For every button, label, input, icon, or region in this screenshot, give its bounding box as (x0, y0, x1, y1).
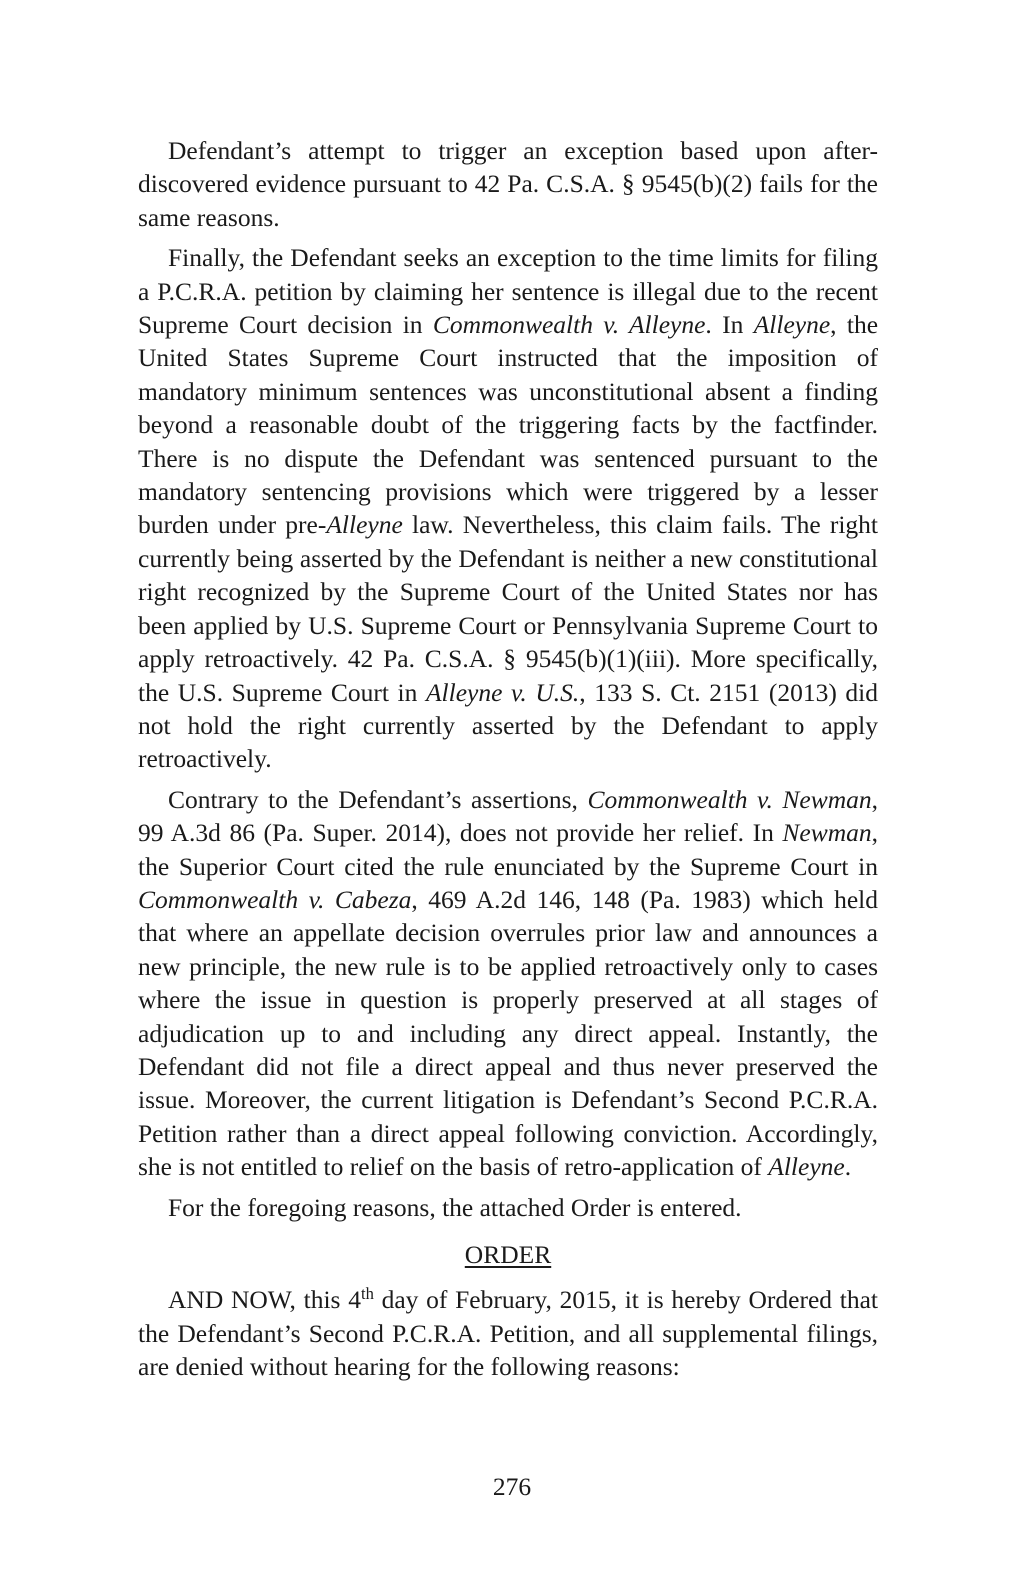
case-citation: Commonwealth v. Alleyne (432, 310, 706, 340)
paragraph-text: law. Nevertheless, this claim fails. The right currently being asserted by the Defendant is neither a new constitutional right recognized by the Supreme Court of the United States nor has been applied by U.S. Supreme Court or Pennsylvania Supreme Court to apply retroactively. 42 Pa. C.S.A. § 9545(b)(1)(iii). More specifically, the U.S. Supreme Court in (138, 510, 879, 707)
paragraph-text: , 99 A.3d 86 (Pa. Super. 2014), does not provide her relief. In (138, 784, 879, 848)
paragraph-order (138, 1283, 878, 1383)
paragraph-text: , the United States Supreme Court instructed that the imposition of mandatory minimum sentences was unconstitutional absent a finding beyond a reasonable doubt of the triggering facts by the factfinder. There is no dispute the Defendant was sentenced pursuant to the mandatory sentencing provisions which were triggered by a lesser burden under pre- (138, 310, 879, 540)
paragraph-text: Finally, the Defendant seeks an exception to the time limits for filing a P.C.R.A. petition by claiming her sentence is illegal due to the recent Supreme Court decision in (138, 243, 878, 340)
paragraph-after-discovered-evidence (138, 134, 878, 234)
paragraph-text: AND NOW, this 4 (168, 1285, 361, 1315)
paragraph-newman (138, 783, 878, 1184)
paragraph-text: . In (705, 310, 754, 340)
page-number: 276 (492, 1472, 532, 1501)
paragraph-conclusion (138, 1191, 878, 1224)
paragraph-text: Contrary to the Defendant’s assertions, (168, 784, 588, 814)
paragraph-text: Defendant’s attempt to trigger an exception based upon after-discovered evidence pursuant to 42 Pa. C.S.A. § 9545(b)(2) fails for the same reasons. (138, 136, 878, 232)
order-heading: ORDER (464, 1240, 552, 1269)
case-name: Alleyne (768, 1152, 845, 1182)
case-name: Alleyne (753, 310, 831, 340)
document-page (138, 134, 878, 1384)
paragraph-text: . (844, 1152, 852, 1182)
paragraph-text: day of February, 2015, it is hereby Ordered that the Defendant’s Second P.C.R.A. Petition, and all supplemental filings, are denied without hearing for the following reasons: (138, 1285, 878, 1382)
case-name: Newman (782, 818, 872, 848)
ordinal-suffix: th (360, 1284, 374, 1304)
case-citation: Commonwealth v. Newman (587, 784, 872, 814)
case-citation: Commonwealth v. Cabeza (138, 884, 412, 914)
paragraph-alleyne-exception (138, 241, 878, 776)
paragraph-text: For the foregoing reasons, the attached Order is entered. (168, 1192, 742, 1222)
paragraph-text: , 133 S. Ct. 2151 (2013) did not hold the right currently asserted by the Defendant to apply retroactively. (138, 677, 878, 774)
paragraph-text: , 469 A.2d 146, 148 (Pa. 1983) which held that where an appellate decision overrules prior law and announces a new principle, the new rule is to be applied retroactively only to cases where the issue in question is properly preserved at all stages of adjudication up to and including any direct appeal. Instantly, the Defendant did not file a direct appeal and thus never preserved the issue. Moreover, the current litigation is Defendant’s Second P.C.R.A. Petition rather than a direct appeal following conviction. Accordingly, she is not entitled to relief on the basis of retro-application of (138, 884, 878, 1182)
case-name: Alleyne (326, 510, 403, 540)
case-citation: Alleyne v. U.S. (425, 677, 580, 707)
paragraph-text: , the Superior Court cited the rule enunciated by the Supreme Court in (138, 818, 878, 881)
